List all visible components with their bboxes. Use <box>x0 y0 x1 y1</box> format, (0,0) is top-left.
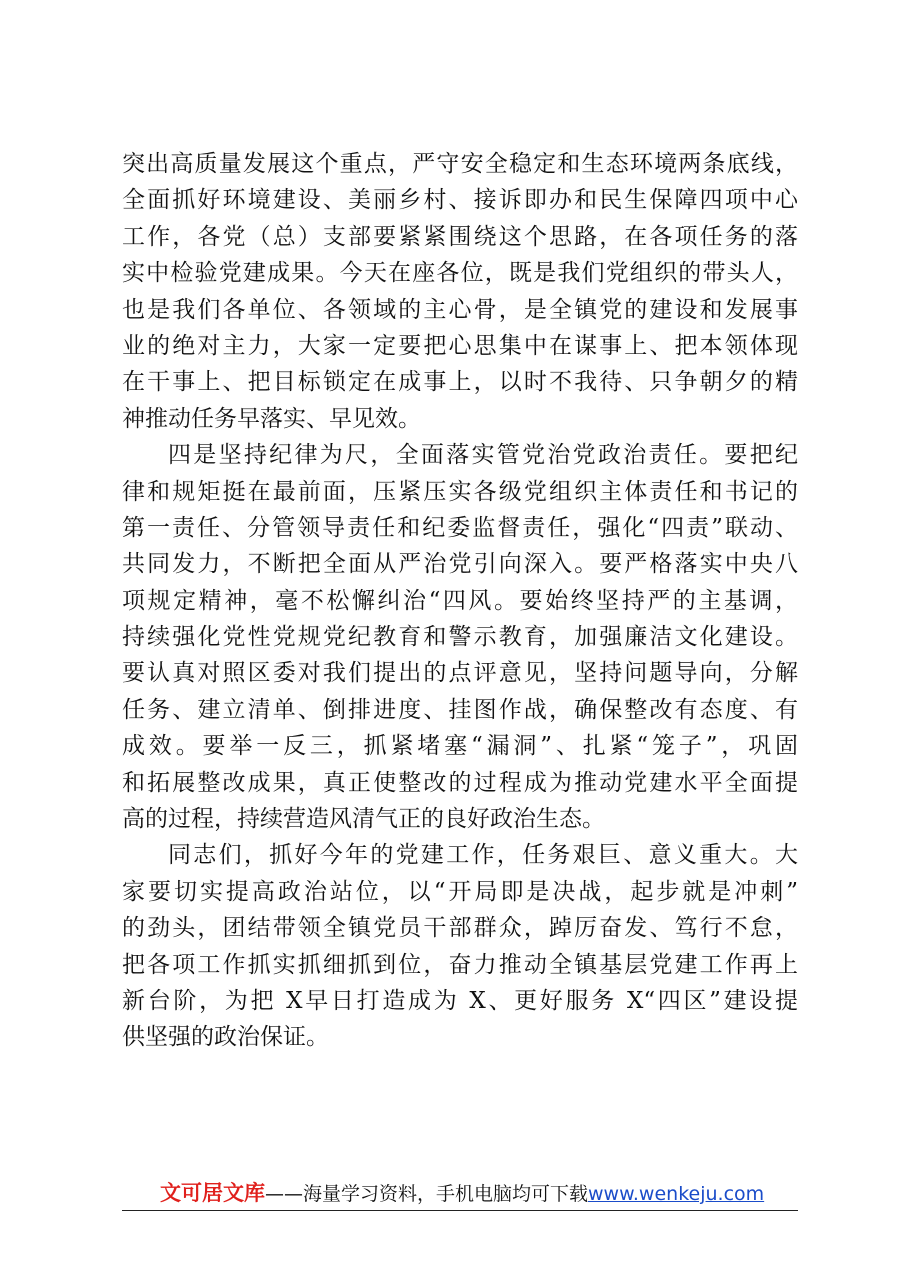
text-line: 的劲头，团结带领全镇党员干部群众，踔厉奋发、笃行不怠， <box>122 915 798 942</box>
text-line: 新台阶，为把 X早日打造成为 X、更好服务 X“四区”建设提 <box>122 987 798 1014</box>
text-line: 和拓展整改成果，真正使整改的过程成为推动党建水平全面提 <box>122 769 798 796</box>
text-line: 要认真对照区委对我们提出的点评意见，坚持问题导向，分解 <box>122 660 798 687</box>
text-line: 项规定精神，毫不松懈纠治“四风。要始终坚持严的主基调， <box>122 587 798 614</box>
text-line: 把各项工作抓实抓细抓到位，奋力推动全镇基层党建工作再上 <box>122 951 798 978</box>
page-footer <box>122 1176 798 1216</box>
text-line: 工作，各党（总）支部要紧紧围绕这个思路，在各项任务的落 <box>122 223 798 250</box>
brand-name: 文可居文库 <box>160 1181 265 1205</box>
paragraph-start-line: 四是坚持纪律为尺，全面落实管党治党政治责任。要把纪 <box>168 442 798 469</box>
text-line: 持续强化党性党规党纪教育和警示教育，加强廉洁文化建设。 <box>122 624 798 651</box>
text-line: 高的过程，持续营造风清气正的良好政治生态。 <box>122 806 605 833</box>
footer-banner <box>160 1180 764 1207</box>
text-line: 第一责任、分管领导责任和纪委监督责任，强化“四责”联动、 <box>122 514 798 541</box>
text-line: 律和规矩挺在最前面，压紧压实各级党组织主体责任和书记的 <box>122 478 798 505</box>
text-line: 全面抓好环境建设、美丽乡村、接诉即办和民生保障四项中心 <box>122 187 798 214</box>
text-line: 神推动任务早落实、早见效。 <box>122 405 421 432</box>
text-line: 任务、建立清单、倒排进度、挂图作战，确保整改有态度、有 <box>122 696 798 723</box>
text-line: 共同发力，不断把全面从严治党引向深入。要严格落实中央八 <box>122 551 798 578</box>
text-line: 业的绝对主力，大家一定要把心思集中在谋事上、把本领体现 <box>122 332 798 359</box>
text-line: 供坚强的政治保证。 <box>122 1024 329 1051</box>
text-line: 家要切实提高政治站位，以“开局即是决战，起步就是冲刺” <box>122 878 798 905</box>
text-line: 实中检验党建成果。今天在座各位，既是我们党组织的带头人， <box>122 260 798 287</box>
text-line: 在干事上、把目标锁定在成事上，以时不我待、只争朝夕的精 <box>122 369 798 396</box>
paragraph-start-line: 同志们，抓好今年的党建工作，任务艰巨、意义重大。大 <box>168 842 798 869</box>
text-line: 突出高质量发展这个重点，严守安全稳定和生态环境两条底线， <box>122 151 798 177</box>
text-line: 成效。要举一反三，抓紧堵塞“漏洞”、扎紧“笼子”，巩固 <box>122 733 798 760</box>
document-body <box>122 146 798 1056</box>
website-link[interactable]: www.wenkeju.com <box>588 1183 765 1205</box>
footer-tagline: ——海量学习资料，手机电脑均可下载 <box>265 1183 589 1205</box>
text-line: 也是我们各单位、各领域的主心骨，是全镇党的建设和发展事 <box>122 296 798 323</box>
footer-divider <box>122 1210 798 1211</box>
